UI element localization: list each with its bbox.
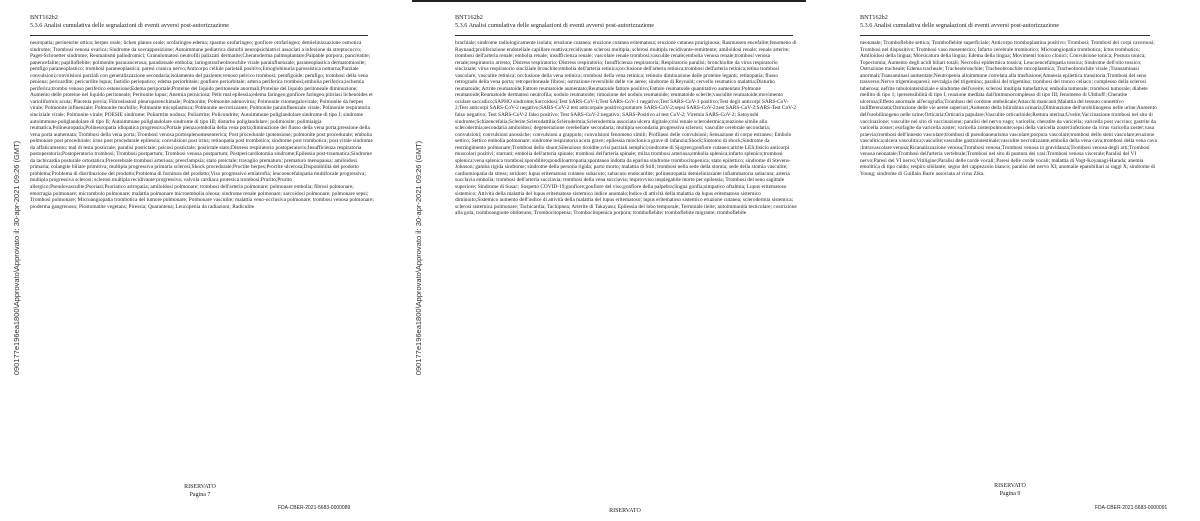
confidential-label: RISERVATO — [609, 508, 641, 514]
document-id: BNT162b2 — [455, 14, 483, 21]
confidential-label: RISERVATO — [184, 484, 216, 490]
document-page-9 — [820, 0, 1200, 521]
page-header — [860, 14, 1059, 30]
section-title: 5.3.6 Analisi cumulativa delle segnalazioni di eventi avversi post-autorizzazione — [455, 22, 654, 29]
document-page-8 — [400, 0, 820, 521]
page-number: Pagina 7 — [189, 491, 211, 498]
header-rule — [455, 35, 793, 36]
page-body-text: neuropatia; perineurite ottica; herpes orale; lichen planus orale; orofaringeo edema; spasmo orofaringeo; gonfiore orofaringeo; demielinizzazione osmotica sindrome; Trombosi venosa ovarica; Sindrome da sovrapposizione; Autoimmune pediatrica disturbi neuropsichiatrici associati a infezione da streptococco; Paget-Schroetter sindrome; Reumatismi palindromici; Granulomatosi neutrofili palizzati dermatite;Cheratoderma palmoplantare;Palpable porpora; pancreatite; panencefalite; papilloflebite; polmonite paracancerosa; paradossale embolia; laringotracheobronchite virale parainfluenzale; paraneoplastica dermatomiosite; pemfigo paraneoplastico; trombosi paraneoplastica; paresi cranica nervo;Anticorpo cellule parietali positivo;Emoglobinuria parossistica notturna;Parziale convulsioni;convulsioni parziali con generalizzazione secondaria;isolamento del paziente;venoso pelvico trombosi; pemfigoide; pemfigo; trombosi della vena peniena; pericardite; pericardite lupus; fastidio periepatico; edema periorbitale; gonfiore periorbitale; arteria periferica trombosi;embolia periferica;ischemia periferica;trombo venoso periferico estensione;Edema periportale;Proteine del liquido peritoneale anormali;Proteine del liquido peritoneale diminuzione; Aumento delle proteine nel liquido peritoneale; Peritonite lupus; Anemia perniciosa; Petit mal epilessia;edema faringeo;gonfiore faringeo;pitiriasi lichenoides et varioliformis acuta; Placenta previa; Fibroelastosi pleuroparenchimale; Polmonite; Polmonite adenovirus; Polmonite citomegalovirale; Polmonite da herpes virale; Polmonite influenzale; Polmonite morbillo; Polmonite micoplasmica; Polmonite necrotizzante; Polmonite parainfluenzale virale; Polmonite respiratoria sinciziale virale; Polmonite virale; POESIE sindrome; Poliartrite nodosa; Poliartrite; Policondrite; Autoimmune poliglandolare sindrome di tipo I; sindrome autoimmune poliglandolare di tipo II; Autoimmune poliglandolare sindrome di tipo III; disturbo poliglandolare; polimiosite; polimialgia reumatica;Polineuropatia;Polineuropatia idiopatica progressiva;Portale pienza;embolia della vena porta;diminuzione del flusso della vena porta;pressione della vena porta aumentata; Trombosi della vena porta; Trombosi venosa portosplenomesenterica; Post procedurale ipotensione; polmonite post procedurale; embolia polmonare post procedurale; ictus post procedurale epilessia; convulsioni post ictus; retinopatia post trombotica; sindrome post trombotica; post virale sindrome da affaticamento; mal di testa postictale; paralisi postictale; psicosi postictale; postictale stato;Distress respiratorio postoperatorio;Insufficienza respiratoria postoperatoria;Postoperatorio trombosi; Trombosi postpartum; Trombosi venosa postpartum; Postpericardiotomia sindrome;Epilessia post-traumatica;Sindrome da tachicardia posturale ortostatica;Precerebrale trombosi arteriosa; preeclampsia; stato preictale; travaglio prematuro; prematuro menopausa; amiloidosi primaria; colangite biliare primitiva; multipla progressiva primaria sclerosi;Shock procedurale;Proctite herpes;Proctite ulcerosa;Disponibilità del prodotto problema;Problema di distribuzione del prodotto;Problema di fornitura del prodotto;Viso progressivo emiatrofia; leucoencefalopatia multifocale progressiva; multipla progressiva sclerosi; sclerosi multipla recidivante progressiva; valvola cardiaca protesica trombosi;Prurito;Prurito allergico;Pseudovasculite;Psoriasi;Psoriatico artropatia; amiloidosi polmonare; trombosi dell'arteria polmonare; polmonare embolia; fibrosi polmonare; emorragia polmonare; micrombolo polmonare; malattia polmonare microembolia oleosa; sindrome renale polmonare; sarcoidosi polmonare; polmonare sepsi; Trombosi polmonare; Microangiopatia trombotica del tumore polmonare; Polmonare vasculite; malattia veno-occlusiva polmonare; trombosi venosa polmonare; pioderma gangrenoso; Piostomatite vegetans; Piressia; Quarantena; Leucopenia da radiazioni; Radiculite — [30, 40, 374, 210]
page-header — [455, 14, 654, 30]
page-body-text: neonatale; Tromboflebite settica; Tromboflebite superficiale; Anticorpo tromboplastina positivo; Trombosi; Trombosi dei corpi cavernosi; Trombosi nel dispositivo; Trombosi vaso mesenterico; Infarto cerebrale trombotico; Microangiopatia trombotica; Ictus trombotico; Amiloidosi della lingua; Morsicatura della lingua; Edema della lingua; Movimenti tonico clonici; Convulsione tonica; Postura tonica; Topectomia; Aumento degli acidi biliari totali; Necrolisi epidermica tossica; Leucoencefalopatia tossica; Sindrome dell'olio tossico; Ostruzione tracheale; Edema tracheale; Tracheobronchite; Tracheobronchite micoplasmica; Tracheobronchite virale ;Transaminasi anormali;Transaminasi aumentate;Neutropenia alloimmune correlata alla trasfusione;Amnesia epilettica transitoria;Trombosi del seno trasverso;Nervo trigeminoparesi; nevralgia del trigemino; paralisi del trigemino; trombosi del tronco celiaco; complesso della sclerosi tuberosa; nefrite tubulointerstiziale e sindrome dell'uveite; sclerosi multipla tumefattiva; embolia tumorale; trombosi tumorale; diabete mellito di tipo 1; ipersensibilità di tipo I; reazione mediata dall'immunocomplesso di tipo III; fenomeno di Uhthoff ;Cheratite ulcerosa;Effetto anormale all'ecografia;Trombosi del cordone ombelicale;Attacchi mancanti;Malattia del tessuto connettivo indifferenziata;Ostruzione delle vie aeree superiori;Aumento della bilirubina urinaria;Diminuzione dell'urobilinogeno nelle urine;Aumento dell'urobilinogeno nelle urine;Orticaria;Orticaria papulare;Vasculite orticarioide;Rottura uterina;Uveite;Vaccinazione trombosi nel sito di vaccinazione; vasculite nel sito di vaccinazione; paralisi del nervo vago; varicella; cheratite da varicella; varicella post vaccino; gastrite da varicella zoster; esofagite da varicella zoster; varicella zosterpolmonite;sepsi della varicella zoster;infezione da virus varicella zoster;vasa praevia;trombosi dell'innesto vascolare;trombosi di pseudoaneurisma vascolare;porpora vascolare;trombosi dello stent vascolare;eruzione vasculitica;ulcera vasculitica;vasculite;vasculite gastrointestinale;vasculite necrotizzante;embolia della vena cava;trombosi della vena cava ;Intravascolare venosa;Ricanalizzazione venosa;Trombosi venosa;Trombosi venosa in gravidanza;Trombosi venosa degli arti;Trombosi venosa neonatale;Trombosi dell'arteria vertebrale;Trombosi nel sito di puntura dei vasi;Trombosi venosa viscerale;Paralisi del VI nervo;Paresi del VI nervo;Vitiligine;Paralisi delle corde vocali; Paresi delle corde vocali; malattia di Vogt-Koyanagi-Harada; anemia emolitica di tipo caldo; respiro sibilante; segno del cappezzolo bianco; paralisi del nervo XI; anomalie epatobiliari ai raggi X; sindrome di Young; sindrome di Guillain Barre associata al virus Zika. — [860, 40, 1157, 177]
page-number: Pagina 9 — [999, 490, 1021, 497]
page-header — [30, 14, 229, 30]
document-id: BNT162b2 — [30, 14, 58, 21]
document-id: BNT162b2 — [860, 14, 888, 21]
header-rule — [860, 35, 1150, 36]
section-title: 5.3.6 Analisi cumulativa delle segnalazioni di eventi avversi post-autorizzazione — [30, 22, 229, 29]
section-title: 5.3.6 Analisi cumulativa delle segnalazioni di eventi avversi post-autorizzazione — [860, 22, 1059, 29]
page-footer — [160, 484, 240, 499]
confidential-label: RISERVATO — [994, 483, 1026, 489]
page-footer — [970, 483, 1050, 498]
page-footer — [585, 508, 665, 516]
document-page-7 — [0, 0, 400, 521]
document-code: FDA-CBER-2021-5683-0000089 — [278, 505, 351, 511]
approval-stamp: 090177e196ea1800\Approvato\Approvato il: 30-apr-2021 09:26 (GMT) — [12, 140, 21, 376]
document-code: FDA-CBER-2021-5683-0000091 — [1095, 505, 1168, 511]
header-rule — [30, 35, 368, 36]
page-body-text: brachiale; sindrome radiologicamente isolata; eruzione cutanea; eruzione cutanea eritematosa; eruzione cutanea pruriginosa; Rasmussen encefalite;fenomeno di Raynaud;proliferazione endoteliale capillare reattiva;recidivante sclerosi multipla; sclerosi multipla recidivante-remittente; amiloidosi renale; renale arterite; trombosi dell'arteria renale; embolia renale; insufficienza renale; vascolare renale trombosi;vasculite renale;embolia venosa renale;trombosi venosa renale;respiratorio arresto; Distress respiratorio; Distress respiratorio; Insufficienza respiratoria; Respiratorio paralisi; bronchiolite da virus respiratorio sinciziale; virus respiratorio sinciziale bronchite;embolia dell'arteria retinica;occlusione dell'arteria retinica;trombosi dell'arteria retinica;retina trombosi vascolare; vasculite retinica; occlusione della vena retinica; trombosi della vena retinica; retinolo diminuzione delle proteine leganti; retinopatia; flusso retrogrado della vena porta; retroperitoneale fibrosi; ostruzione reversibile delle vie aeree; sindrome di Reynold; cervello reumatico malattia;Disturbo reumatoide; Artrite reumatoide;Fattore reumatoide aumentato;Reumatoide fattore positivo;Fattore reumatoide quantitativo aumentato;Polmone reumatoide;Reumatoide dermatosi neutrofila; nodulo reumatoide; rimozione del nodulo reumatoide; reumatoide sclerite;vasculite reumatoide;movimento oculare saccadico;SAPHO sindrome;Sarcoidosi;Test SARS-CoV-1;Test SARS-CoV-1 negativo;Test SARS-CoV-1 positivo;Test degli anticorpi SARS-CoV-2;Test anticorpi SARS-CoV-2 negativo;SARS-CoV-2 test anticorpale positivo;portatore SARS-CoV-2;sepsi SARS-CoV-2;test SARS-CoV-2;SARS-Test CoV-2 falso negativo; Test SARS-CoV-2 falso positivo; Test SARS-CoV-2 negativo; SARS-Positivo al test CoV-2; Viremia SARS-CoV-2; Satoyoshi sindrome;Schizencefalia;Sclerite;Sclerodattilia;Sclerodermia;Sclerodermia associata ulcera digitale;crisi renale sclerodermica;reazione simile alla sclerodermia;secondaria amiloidosi; degenerazione cerebellare secondaria; multipla secondaria progressiva sclerosi; vasculite cerebrale secondaria; convulsioni; convulsioni anossiche; convulsioni a grappolo; convulsioni fenomeno simili; Profilassi delle convulsioni; Sensazione di corpo estraneo; Embolo settico; Settico embolia polmonare; sindrome respiratoria acuta grave; epilessia mioclonica grave di infanzia;Shock;Sintomo di shock;Sindrome da restringimento polmonare;Trombosi dello shunt;Silenzioso tiroidite;crisi parziali semplici;sindrome di Sjogren;gonfiore cutaneo;artrite LES;lisicio anticorpi muscolari positivi; starnuti; embolia dell'arteria spinale; trombosi dell'arteria spinale; milza trombosi arteriosa;embolia splenica;infarto splenico;trombosi splenica;vena splenica trombosi;spondilite;spondiloartropatia;spontanea indotta da eparina sindrome trombocitopenica; stato epilettico; sindrome di Stevens-Johnson; gamba rigida sindrome; sindrome della persona rigida; parto morto; malattia di Still; trombosi nella sede della stomia; sede della stomia vasculite; cardiomiopatia da stress; stridore; lupus eritematoso cutaneo subacuto; subacuto endocardite; polineuropatia demielinizzante infiammatoria subacuta; arteria succlavia embolia; trombosi dell'arteria succlavia; trombosi della vena succlavia; improvviso inspiegabile morte per epilessia; Trombosi del seno sagittale superiore; Sindrome di Susac; Sospetto COVID-19;gonfiore;gonfiore del viso;gonfiore della palpebra;lingua gonfia;simpatico oftalmia; Lupus eritematoso sistemico; Attività della malattia del lupus eritematoso sistemico indice anomalo;Indice di attività della malattia da lupus eritematoso sistemico diminuito;Sistemico aumento dell'indice di attività della malattia del lupus eritematoso; lupus eritematoso sistemico eruzione cutanea; sclerodermia sistemica; sclerosi sistemica polmonare; Tachicardia; Tachipnea; Arterite di Takayasu; Epilessia del lobo temporale; Terminale ileite; autoimmunità testicolare; costrizione alla gola; tromboangioite obliterans; Trombocitopenia; Trombocitopenica porpora; tromboflebite; tromboflebite migrante; tromboflebite — [455, 40, 797, 217]
approval-stamp: 090177e196ea1800\Approvato\Approvato il: 30-apr-2021 09:26 (GMT) — [414, 140, 423, 376]
